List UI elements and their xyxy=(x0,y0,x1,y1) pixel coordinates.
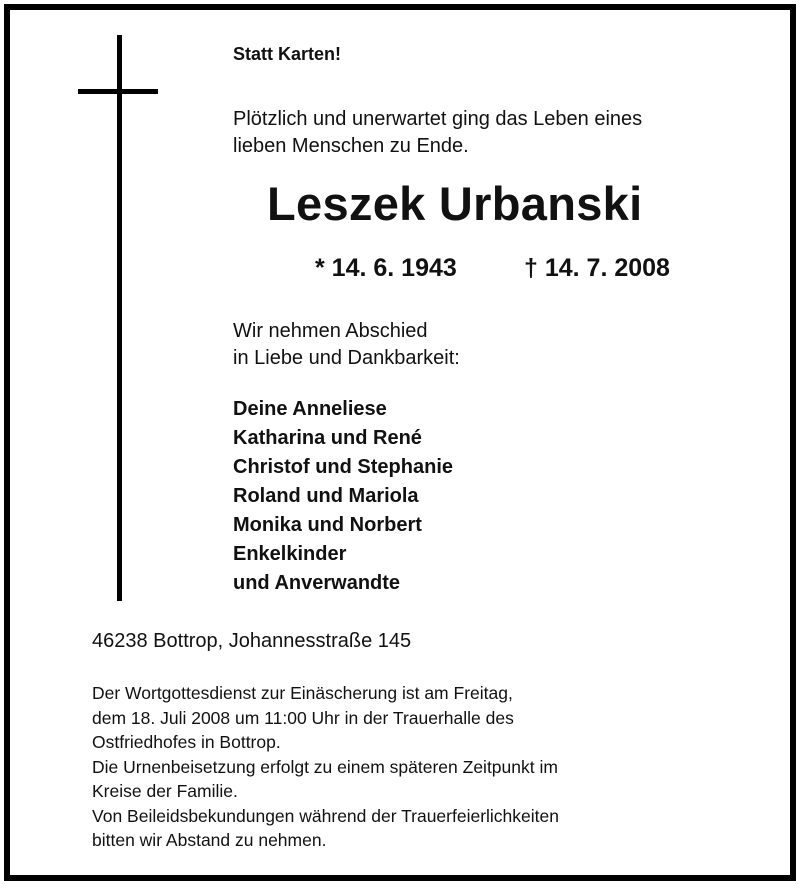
address-text: 46238 Bottrop, Johannesstraße 145 xyxy=(92,630,412,652)
service-line: Ostfriedhofes in Bottrop. xyxy=(92,732,281,752)
service-info xyxy=(92,681,559,853)
service-line: Von Beileidsbekundungen während der Trauerfeierlichkeiten xyxy=(92,805,559,826)
mourner-item: und Anverwandte xyxy=(233,572,401,594)
service-line: dem 18. Juli 2008 um 11:00 Uhr in der Trauerhalle des xyxy=(92,707,514,728)
intro-line: Plötzlich und unerwartet ging das Leben eines xyxy=(233,108,643,130)
mourners-list xyxy=(233,395,453,598)
farewell-line: in Liebe und Dankbarkeit: xyxy=(233,347,460,369)
cross-horizontal-bar xyxy=(78,89,158,94)
service-line: Kreise der Familie. xyxy=(92,781,238,801)
mourner-item: Katharina und René xyxy=(233,427,422,449)
birth-date: * 14. 6. 1943 xyxy=(315,254,457,282)
obituary-notice xyxy=(4,4,796,881)
service-line: Der Wortgottesdienst zur Einäscherung ist am Freitag, xyxy=(92,683,513,703)
mourner-item: Monika und Norbert xyxy=(233,514,422,536)
cross-vertical-bar xyxy=(117,35,122,601)
intro-text xyxy=(233,106,642,160)
service-line: bitten wir Abstand zu nehmen. xyxy=(92,830,327,850)
intro-line: lieben Menschen zu Ende. xyxy=(233,135,469,157)
header-text: Statt Karten! xyxy=(233,44,342,64)
mourner-item: Roland und Mariola xyxy=(233,485,419,507)
service-line: Die Urnenbeisetzung erfolgt zu einem späteren Zeitpunkt im xyxy=(92,756,558,777)
death-date: † 14. 7. 2008 xyxy=(524,254,670,282)
mourner-item: Deine Anneliese xyxy=(233,398,387,420)
mourner-item: Christof und Stephanie xyxy=(233,456,453,478)
farewell-line: Wir nehmen Abschied xyxy=(233,320,428,342)
farewell-text xyxy=(233,318,460,372)
deceased-name: Leszek Urbanski xyxy=(267,177,643,230)
mourner-item: Enkelkinder xyxy=(233,543,347,565)
